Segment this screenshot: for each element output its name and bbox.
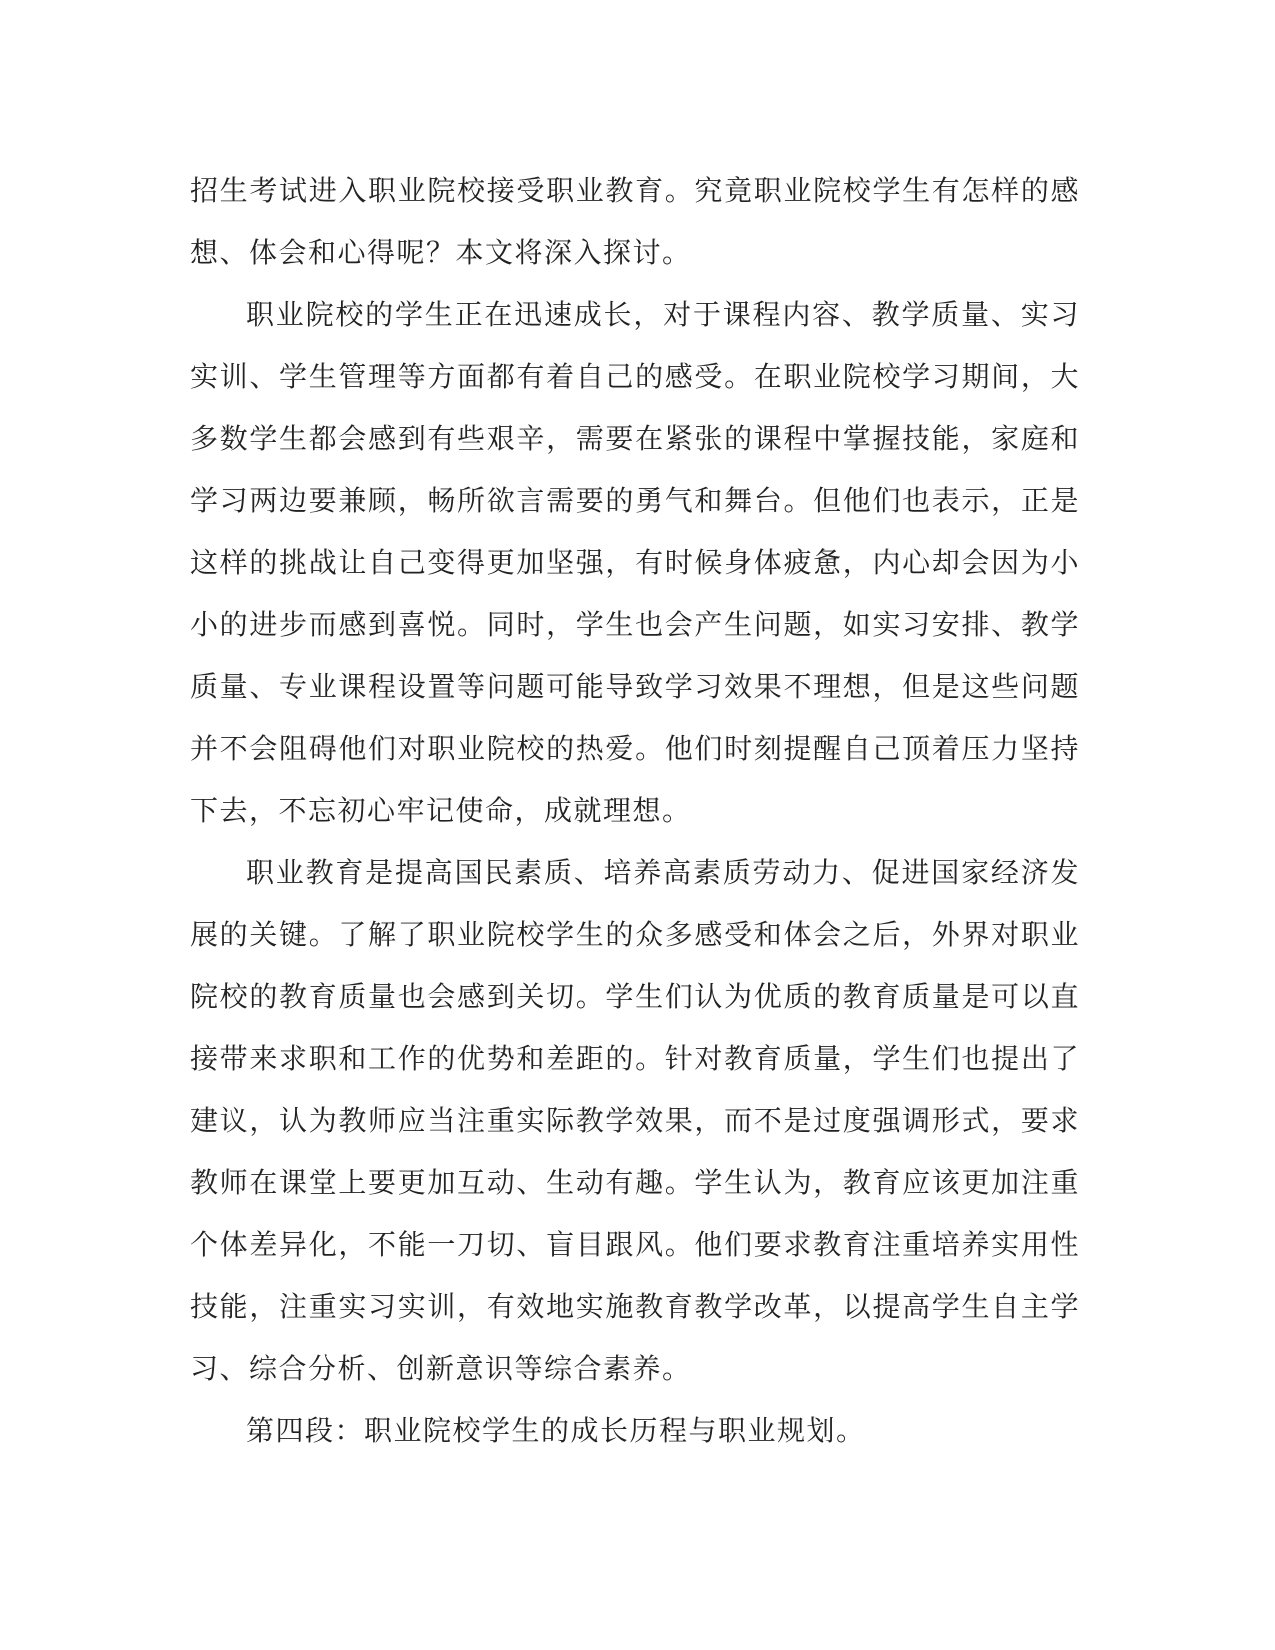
paragraph-student-feelings: 职业院校的学生正在迅速成长，对于课程内容、教学质量、实习实训、学生管理等方面都有着自己的感受。在职业院校学习期间，大多数学生都会感到有些艰辛，需要在紧张的课程中掌握技能，家庭和学习两边要兼顾，畅所欲言需要的勇气和舞台。但他们也表示，正是这样的挑战让自己变得更加坚强，有时候身体疲惫，内心却会因为小小的进步而感到喜悦。同时，学生也会产生问题，如实习安排、教学质量、专业课程设置等问题可能导致学习效果不理想，但是这些问题并不会阻碍他们对职业院校的热爱。他们时刻提醒自己顶着压力坚持下去，不忘初心牢记使命，成就理想。: [190, 298, 1080, 827]
paragraph-education-quality: 职业教育是提高国民素质、培养高素质劳动力、促进国家经济发展的关键。了解了职业院校学生的众多感受和体会之后，外界对职业院校的教育质量也会感到关切。学生们认为优质的教育质量是可以直接带来求职和工作的优势和差距的。针对教育质量，学生们也提出了建议，认为教师应当注重实际教学效果，而不是过度强调形式，要求教师在课堂上要更加互动、生动有趣。学生认为，教育应该更加注重个体差异化，不能一刀切、盲目跟风。他们要求教育注重培养实用性技能，注重实习实训，有效地实施教育教学改革，以提高学生自主学习、综合分析、创新意识等综合素养。: [190, 856, 1080, 1385]
section-heading-paragraph-four: 第四段：职业院校学生的成长历程与职业规划。: [246, 1414, 866, 1447]
document-body: [190, 160, 1080, 1462]
paragraph-continuation: 招生考试进入职业院校接受职业教育。究竟职业院校学生有怎样的感想、体会和心得呢？本文将深入探讨。: [190, 174, 1080, 269]
